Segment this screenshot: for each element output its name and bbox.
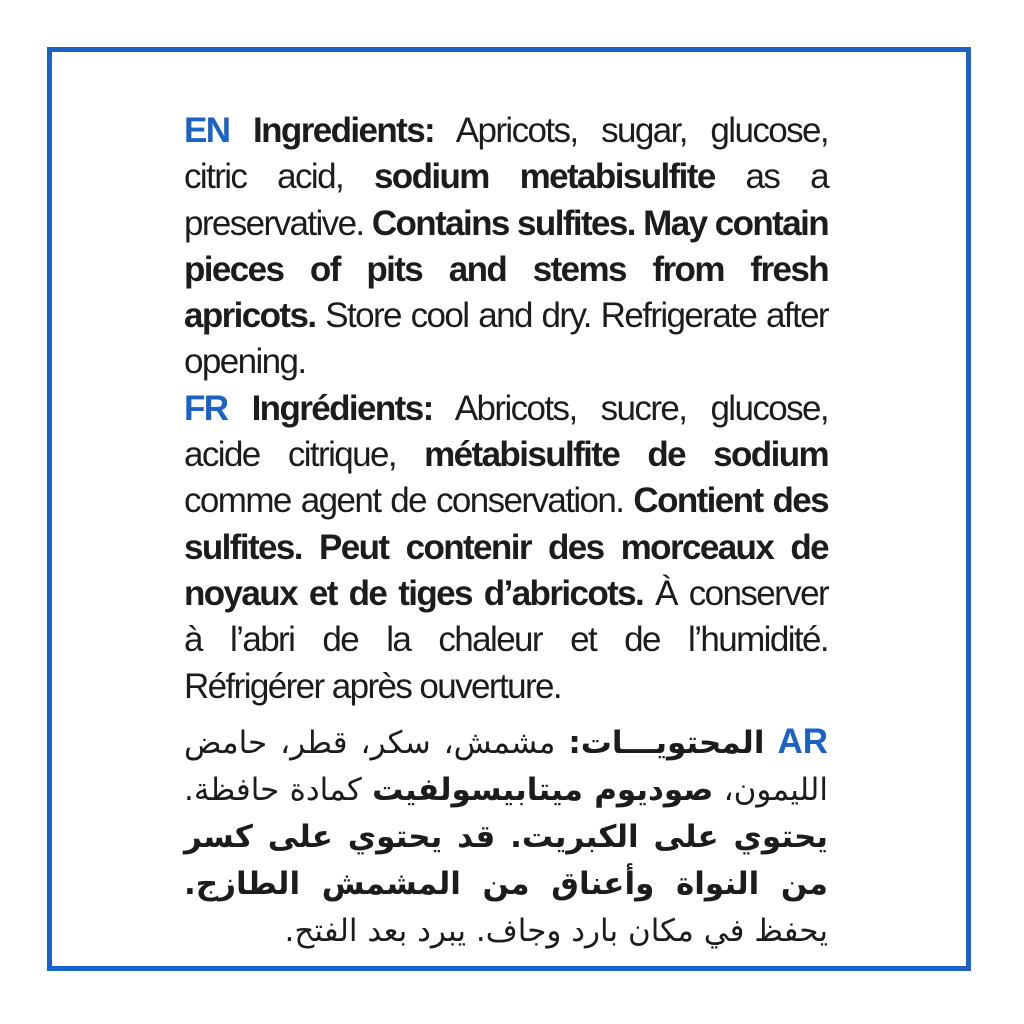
- allergen-warning-en: Contains sulfites. May contain pieces of pits and stems from fresh apricots.: [184, 203, 828, 336]
- preservative-name-en: sodium metabisulfite: [373, 157, 715, 197]
- language-code-fr: FR: [184, 388, 228, 428]
- ingredients-text-ar: مشمش، سكر، قطر، حامض الليمون،: [184, 724, 828, 808]
- ingredients-label-fr: Ingrédients:: [251, 388, 433, 428]
- ingredients-label-ar: المحتويـــات:: [568, 724, 765, 761]
- preservative-text-en: as a preservative.: [184, 157, 828, 243]
- preservative-name-ar: صوديوم ميتابيسولفيت: [372, 771, 714, 808]
- arabic-ingredients: [184, 718, 828, 955]
- french-ingredients: [184, 386, 828, 710]
- preservative-name-fr: métabisulfite de sodium: [424, 435, 828, 475]
- language-code-en: EN: [184, 111, 230, 150]
- ingredients-text-fr: Abricots, sucre, glucose, acide citrique,: [184, 388, 829, 475]
- storage-instructions-en: Store cool and dry. Refrigerate after opening.: [184, 296, 828, 382]
- ingredients-panel: [184, 108, 828, 955]
- language-code-ar: AR: [777, 721, 828, 761]
- english-ingredients: [184, 108, 828, 386]
- preservative-text-fr: comme agent de conservation.: [184, 481, 634, 521]
- ingredients-label-en: Ingredients:: [253, 111, 435, 150]
- allergen-warning-ar: يحتوي على الكبريت. قد يحتوي على كسر من النواة وأعناق من المشمش الطازج.: [184, 818, 828, 902]
- ingredients-text-en: Apricots, sugar, glucose, citric acid,: [184, 111, 828, 197]
- storage-instructions-ar: يحفظ في مكان بارد وجاف. يبرد بعد الفتح.: [284, 912, 828, 949]
- preservative-text-ar: كمادة حافظة.: [184, 771, 373, 808]
- allergen-warning-fr: Contient des sulfites. Peut contenir des morceaux de noyaux et de tiges d’abricots.: [184, 481, 829, 613]
- storage-instructions-fr: À conserver à l’abri de la chaleur et de l’humidité. Réfrigérer après ouverture.: [184, 573, 829, 706]
